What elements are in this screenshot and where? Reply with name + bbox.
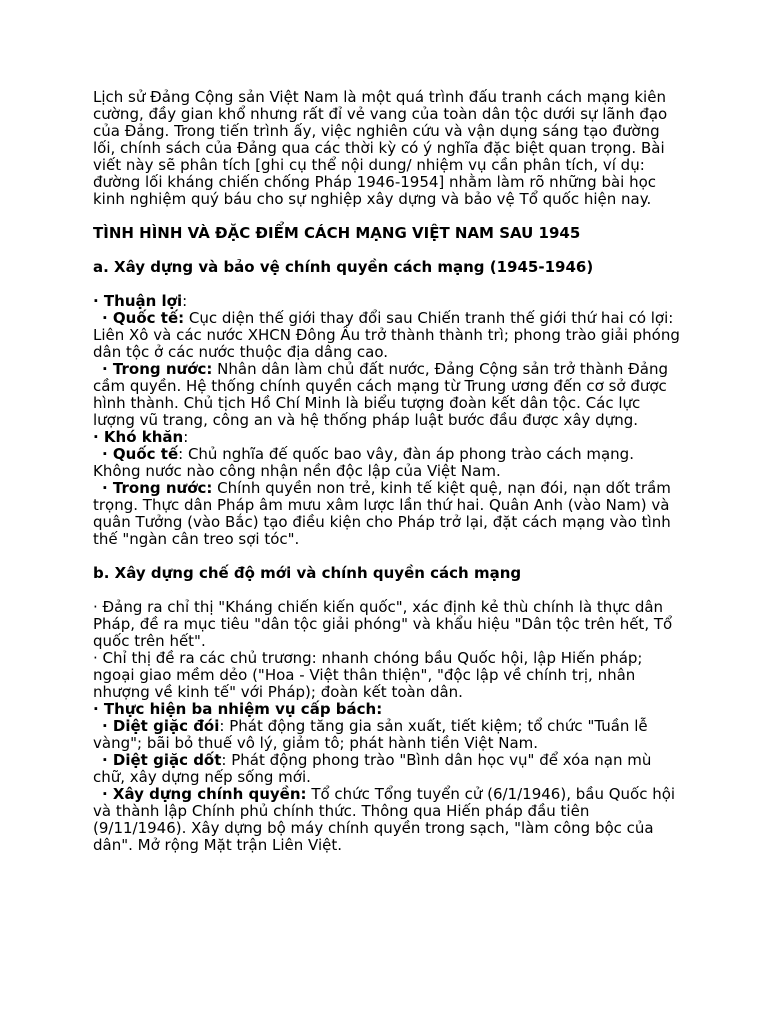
task-illiteracy-label: · Diệt giặc dốt [102,751,222,769]
advantages-international-label: · Quốc tế: [102,309,185,327]
advantages-domestic [93,361,683,429]
difficulties-international [93,446,683,480]
main-heading: TÌNH HÌNH VÀ ĐẶC ĐIỂM CÁCH MẠNG VIỆT NAM SAU 1945 [93,224,581,242]
advantages-international-text: Cục diện thế giới thay đổi sau Chiến tranh thế giới thứ hai có lợi: Liên Xô và các nước XHCN Đông Âu trở thành thành trì; phong trào giải phóng dân tộc ở các nước thuộc địa dâng cao. [93,309,680,361]
section-b-paragraph-2: · Chỉ thị đề ra các chủ trương: nhanh chóng bầu Quốc hội, lập Hiến pháp; ngoại giao mềm dẻo ("Hoa - Việt thân thiện", "độc lập về chính trị, nhân nhượng về kinh tế" với Pháp); đoàn kết toàn dân. [93,649,643,701]
task-government-label: · Xây dựng chính quyền: [102,785,307,803]
difficulties-block [93,429,683,548]
document-body [93,89,683,854]
task-government-text: Tổ chức Tổng tuyển cử (6/1/1946), bầu Quốc hội và thành lập Chính phủ chính thức. Thông qua Hiến pháp đầu tiên (9/11/1946). Xây dựng bộ máy chính quyền trong sạch, "làm công bộc của dân". Mở rộng Mặt trận Liên Việt. [93,785,676,854]
difficulties-international-label: · Quốc tế [102,445,179,463]
task-government [93,786,683,854]
section-b-heading: b. Xây dựng chế độ mới và chính quyền cách mạng [93,564,522,582]
task-hunger [93,718,683,752]
task-hunger-label: · Diệt giặc đói [102,717,220,735]
difficulties-heading: · Khó khăn: [93,428,189,446]
task-hunger-text: : Phát động tăng gia sản xuất, tiết kiệm; tổ chức "Tuần lễ vàng"; bãi bỏ thuế vô lý, giảm tô; phát hành tiền Việt Nam. [93,717,648,752]
difficulties-international-text: : Chủ nghĩa đế quốc bao vây, đàn áp phong trào cách mạng. Không nước nào công nhận nền độc lập của Việt Nam. [93,445,634,480]
difficulties-domestic-label: · Trong nước: [102,479,213,497]
advantages-domestic-text: Nhân dân làm chủ đất nước, Đảng Cộng sản trở thành Đảng cầm quyền. Hệ thống chính quyền cách mạng từ Trung ương đến cơ sở được hình thành. Chủ tịch Hồ Chí Minh là biểu tượng đoàn kết dân tộc. Các lực lượng vũ trang, công an và hệ thống pháp luật bước đầu được xây dựng. [93,360,669,429]
section-a-heading: a. Xây dựng và bảo vệ chính quyền cách mạng (1945-1946) [93,258,594,276]
intro-paragraph: Lịch sử Đảng Cộng sản Việt Nam là một quá trình đấu tranh cách mạng kiên cường, đầy gian khổ nhưng rất đỉ vẻ vang của toàn dân tộc dưới sự lãnh đạo của Đảng. Trong tiến trình ấy, việc nghiên cứu và vận dụng sáng tạo đường lối, chính sách của Đảng qua các thời kỳ có ý nghĩa đặc biệt quan trọng. Bài viết này sẽ phân tích [ghi cụ thể nội dung/ nhiệm vụ cần phân tích, ví dụ: đường lối kháng chiến chống Pháp 1946-1954] nhằm làm rõ những bài học kinh nghiệm quý báu cho sự nghiệp xây dựng và bảo vệ Tổ quốc hiện nay. [93,88,668,208]
advantages-international [93,310,683,361]
advantages-heading: · Thuận lợi: [93,292,188,310]
difficulties-domestic-text: Chính quyền non trẻ, kinh tế kiệt quệ, nạn đói, nạn dốt trầm trọng. Thực dân Pháp âm mưu xâm lược lần thứ hai. Quân Anh (vào Nam) và quân Tưởng (vào Bắc) tạo điều kiện cho Pháp trở lại, đặt cách mạng vào tình thế "ngàn cân treo sợi tóc". [93,479,671,548]
urgent-tasks-heading: · Thực hiện ba nhiệm vụ cấp bách: [93,700,383,718]
task-illiteracy [93,752,683,786]
section-b-paragraph-1: · Đảng ra chỉ thị "Kháng chiến kiến quốc", xác định kẻ thù chính là thực dân Pháp, đề ra mục tiêu "dân tộc giải phóng" và khẩu hiệu "Dân tộc trên hết, Tổ quốc trên hết". [93,598,673,650]
difficulties-domestic [93,480,683,548]
task-illiteracy-text: : Phát động phong trào "Bình dân học vụ" để xóa nạn mù chữ, xây dựng nếp sống mới. [93,751,652,786]
advantages-domestic-label: · Trong nước: [102,360,213,378]
advantages-block [93,293,683,429]
